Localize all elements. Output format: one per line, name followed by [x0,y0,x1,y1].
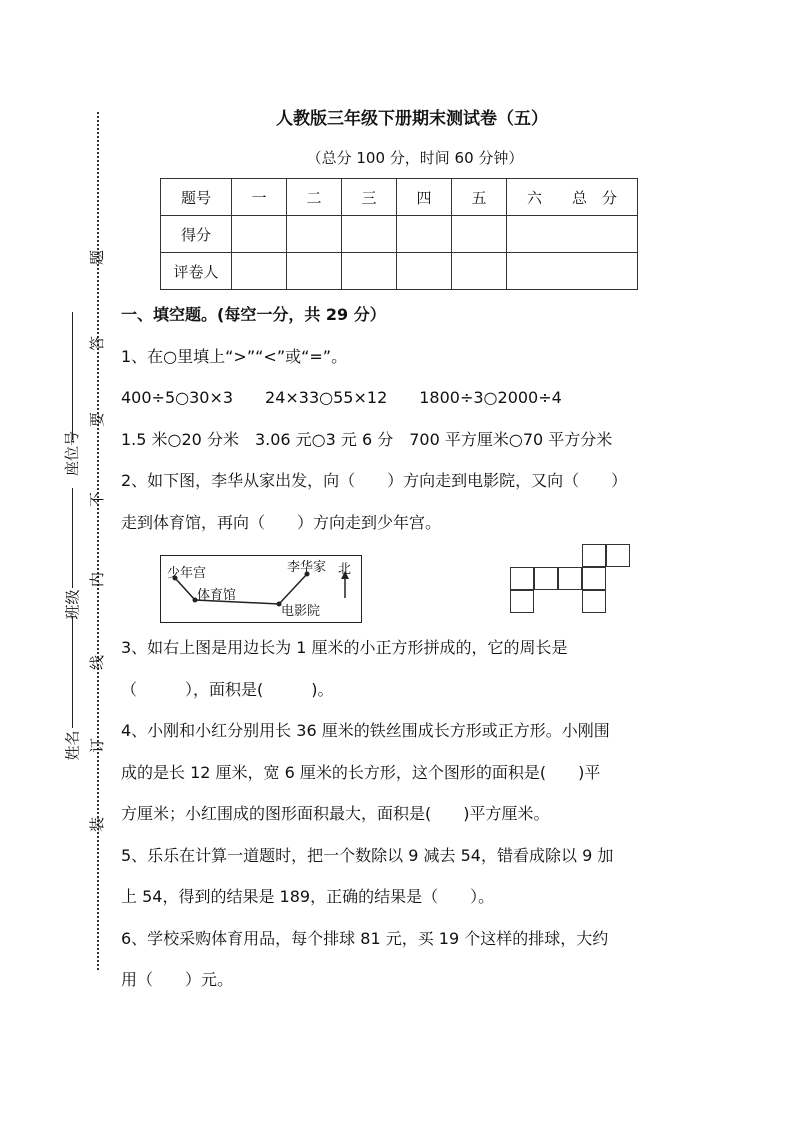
binding-char: 不 [88,491,107,508]
question-3-line: （ ），面积是( )。 [121,680,334,699]
seat-number-label: 座位号 [63,430,82,477]
name-blank[interactable] [72,616,73,728]
grader-entry-cell[interactable] [232,253,287,290]
table-cell: 六 总 分 [507,179,638,216]
unit-square [558,567,582,590]
grader-entry-cell[interactable] [507,253,638,290]
class-blank[interactable] [72,488,73,588]
question-1-line: 1.5 米○20 分米 3.06 元○3 元 6 分 700 平方厘米○70 平方分米 [121,430,613,449]
table-cell: 二 [287,179,342,216]
question-5-line: 5、乐乐在计算一道题时，把一个数除以 9 减去 54，错看成除以 9 加 [121,846,614,865]
binding-char: 内 [88,571,107,588]
unit-square [510,567,534,590]
unit-square [582,544,606,567]
question-6-line: 6、学校采购体育用品，每个排球 81 元，买 19 个这样的排球，大约 [121,929,609,948]
page-title: 人教版三年级下册期末测试卷（五） [276,109,548,129]
grader-entry-cell[interactable] [452,253,507,290]
score-table [160,178,638,290]
name-label: 姓名 [63,730,82,761]
map-label-lihuajia: 李华家 [287,560,327,575]
table-cell: 三 [342,179,397,216]
score-table-header-row [161,179,638,216]
class-label: 班级 [63,589,82,620]
unit-square [606,544,630,567]
question-4-line: 4、小刚和小红分别用长 36 厘米的铁丝围成长方形或正方形。小刚围 [121,721,610,740]
score-entry-cell[interactable] [232,216,287,253]
question-1-stem: 1、在○里填上“>”“<”或“=”。 [121,347,348,366]
unit-square [582,567,606,590]
direction-map [160,555,362,623]
score-row [161,216,638,253]
binding-char: 题 [88,249,107,266]
question-6-line: 用（ ）元。 [121,970,234,989]
table-cell: 评卷人 [161,253,232,290]
question-1-line: 400÷5○30×3 24×33○55×12 1800÷3○2000÷4 [121,388,562,407]
question-5-line: 上 54，得到的结果是 189，正确的结果是（ ）。 [121,887,495,906]
score-entry-cell[interactable] [287,216,342,253]
table-cell: 四 [397,179,452,216]
table-cell: 得分 [161,216,232,253]
binding-char: 要 [88,411,107,428]
score-entry-cell[interactable] [507,216,638,253]
binding-char: 线 [88,654,107,671]
unit-square [582,590,606,613]
section-heading: 一、填空题。(每空一分，共 29 分） [121,305,386,324]
binding-char: 装 [88,816,107,833]
grader-row [161,253,638,290]
score-entry-cell[interactable] [397,216,452,253]
score-entry-cell[interactable] [452,216,507,253]
question-4-line: 方厘米；小红围成的图形面积最大，面积是( )平方厘米。 [121,804,550,823]
seat-number-blank[interactable] [72,312,73,440]
question-2-line: 走到体育馆，再向（ ）方向走到少年宫。 [121,513,442,532]
map-label-dianyingyuan: 电影院 [281,604,321,619]
unit-square [534,567,558,590]
table-cell: 一 [232,179,287,216]
binding-dotted-line [97,112,99,970]
grader-entry-cell[interactable] [342,253,397,290]
page-subtitle: （总分 100 分，时间 60 分钟） [306,149,524,167]
grader-entry-cell[interactable] [397,253,452,290]
binding-char: 订 [88,737,107,754]
table-cell: 五 [452,179,507,216]
map-label-shaoniangong: 少年宫 [167,566,207,581]
grader-entry-cell[interactable] [287,253,342,290]
map-label-north: 北 [338,562,352,577]
binding-char: 答 [88,335,107,352]
score-entry-cell[interactable] [342,216,397,253]
question-4-line: 成的是长 12 厘米，宽 6 厘米的长方形，这个图形的面积是( )平 [121,763,601,782]
map-label-tiyuguan: 体育馆 [197,588,237,603]
question-3-line: 3、如右上图是用边长为 1 厘米的小正方形拼成的，它的周长是 [121,638,568,657]
table-cell: 题号 [161,179,232,216]
question-2-line: 2、如下图，李华从家出发，向（ ）方向走到电影院，又向（ ） [121,471,628,490]
unit-square [510,590,534,613]
